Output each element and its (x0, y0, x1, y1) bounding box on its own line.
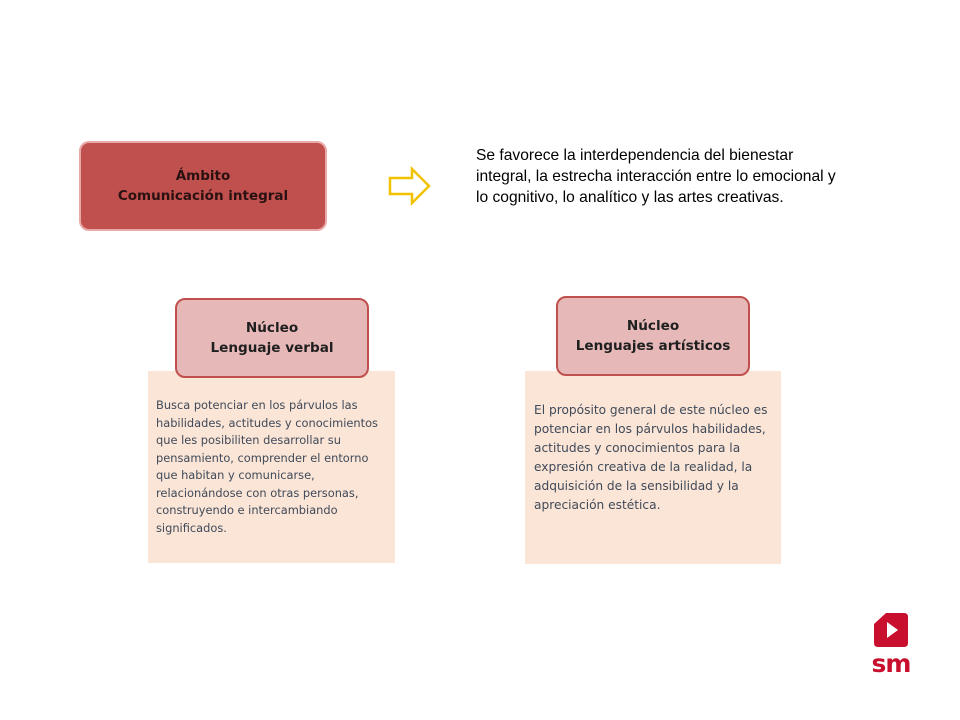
nucleo-artistico-box (556, 296, 750, 376)
ambito-label: Ámbito (175, 168, 231, 184)
sm-logo (866, 610, 916, 678)
nucleo-artistico-title: Lenguajes artísticos (575, 338, 731, 354)
nucleo-verbal-panel (148, 371, 395, 563)
nucleo-verbal-body: Busca potenciar en los párvulos las habilidades, actitudes y conocimientos que les posibiliten desarrollar su pensamiento, comprender el entorno que habitan y comunicarse, relacionándose con otras personas, construyendo e intercambiando significados. (156, 398, 378, 535)
nucleo-verbal-label: Núcleo (245, 320, 299, 336)
ambito-title: Comunicación integral (117, 188, 289, 204)
ambito-description: Se favorece la interdependencia del bienestar integral, la estrecha interacción entre lo emocional y lo cognitivo, lo analítico y las artes creativas. (476, 147, 836, 206)
nucleo-artistico-panel (525, 371, 781, 564)
right-arrow-icon (388, 166, 432, 206)
sm-logo-text: sm (871, 649, 911, 678)
nucleo-artistico-label: Núcleo (626, 318, 680, 334)
nucleo-verbal-title: Lenguaje verbal (210, 340, 334, 356)
sm-logo-icon (866, 610, 916, 650)
nucleo-artistico-body: El propósito general de este núcleo es potenciar en los párvulos habilidades, actitudes y conocimientos para la expresión creativa de la realidad, la adquisición de la sensibilidad y la apreciación estética. (534, 403, 768, 512)
nucleo-verbal-box (175, 298, 369, 378)
ambito-box (79, 141, 327, 231)
